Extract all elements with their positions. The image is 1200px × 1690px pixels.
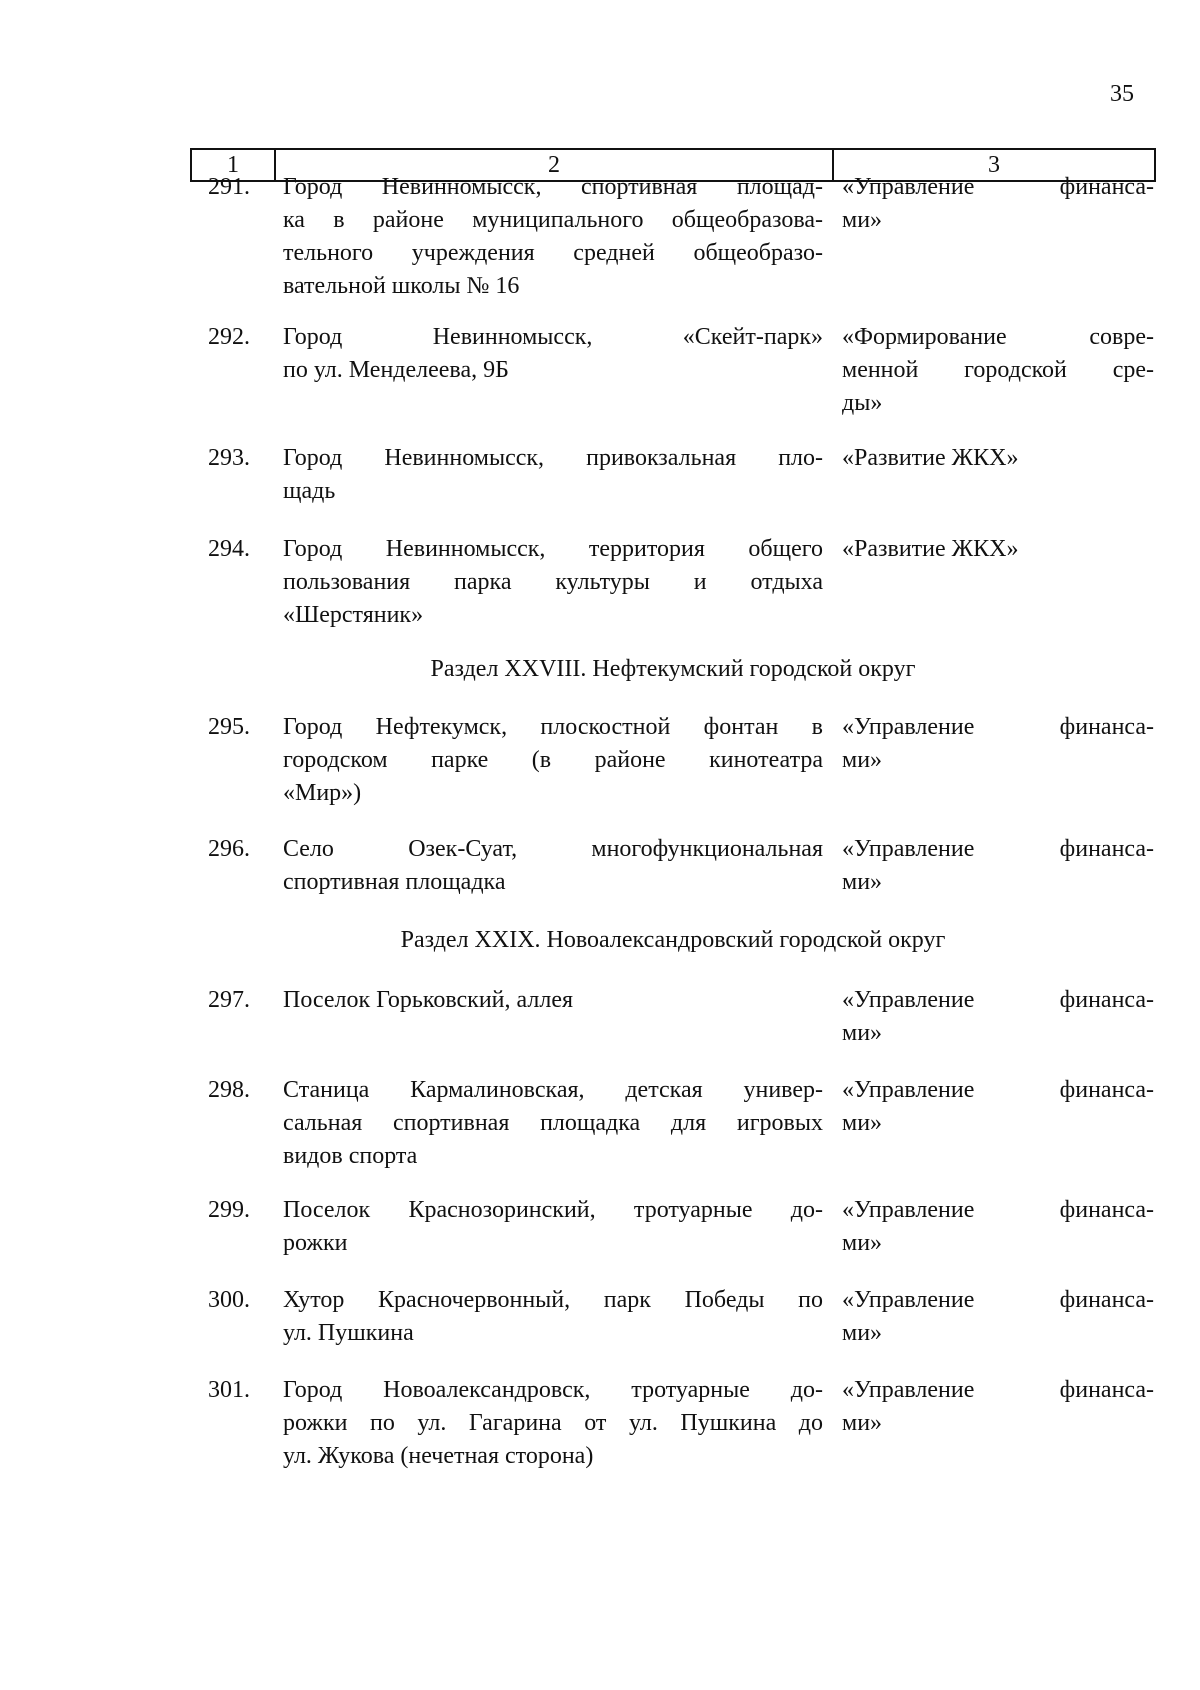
- row-program: [842, 833, 1154, 899]
- row-description: [283, 984, 823, 1017]
- text-line: ка в районе муниципального общеобразова-: [283, 207, 823, 233]
- text-line: спортивная площадка: [283, 869, 506, 895]
- text-line: щадь: [283, 478, 336, 504]
- text-line: ды»: [842, 390, 883, 416]
- text-line: Город Нефтекумск, плоскостной фонтан в: [283, 714, 823, 740]
- text-line: ми»: [842, 1110, 883, 1136]
- row-number: 294.: [208, 536, 250, 562]
- row-number: 297.: [208, 987, 250, 1013]
- text-line: ми»: [842, 1020, 883, 1046]
- row-description: [283, 833, 823, 899]
- text-line: «Управление финанса-: [842, 714, 1154, 740]
- row-description: [283, 1284, 823, 1350]
- text-line: пользования парка культуры и отдыха: [283, 569, 823, 595]
- text-line: вательной школы № 16: [283, 273, 520, 299]
- text-line: видов спорта: [283, 1143, 418, 1169]
- text-line: Село Озек-Суат, многофункциональная: [283, 836, 823, 862]
- text-line: ми»: [842, 747, 883, 773]
- row-description: [283, 321, 823, 387]
- row-number: 296.: [208, 836, 250, 862]
- text-line: Станица Кармалиновская, детская универ-: [283, 1077, 823, 1103]
- header-col-3: 3: [988, 151, 1000, 178]
- row-program: [842, 711, 1154, 777]
- page-number: 35: [1110, 81, 1134, 107]
- row-program: [842, 171, 1154, 237]
- text-line: «Управление финанса-: [842, 1197, 1154, 1223]
- row-number: 293.: [208, 445, 250, 471]
- row-number: 298.: [208, 1077, 250, 1103]
- row-program: [842, 1374, 1154, 1440]
- text-line: рожки по ул. Гагарина от ул. Пушкина до: [283, 1410, 823, 1436]
- text-line: Поселок Горьковский, аллея: [283, 987, 574, 1013]
- row-program: [842, 984, 1154, 1050]
- text-line: «Управление финанса-: [842, 1377, 1154, 1403]
- row-number: 300.: [208, 1287, 250, 1313]
- text-line: ми»: [842, 1320, 883, 1346]
- text-line: по ул. Менделеева, 9Б: [283, 357, 509, 383]
- row-description: [283, 442, 823, 508]
- text-line: ми»: [842, 1230, 883, 1256]
- row-number: 292.: [208, 324, 250, 350]
- text-line: «Управление финанса-: [842, 1077, 1154, 1103]
- text-line: рожки: [283, 1230, 348, 1256]
- text-line: Город Невинномысск, привокзальная пло-: [283, 445, 823, 471]
- text-line: менной городской сре-: [842, 357, 1154, 383]
- section-title: Раздел XXIX. Новоалександровский городской округ: [400, 927, 946, 953]
- text-line: «Управление финанса-: [842, 174, 1154, 200]
- text-line: ул. Пушкина: [283, 1320, 414, 1346]
- row-description: [283, 711, 823, 810]
- header-col-1: 1: [192, 150, 276, 180]
- text-line: Поселок Краснозоринский, тротуарные до-: [283, 1197, 823, 1223]
- text-line: Хутор Красночервонный, парк Победы по: [283, 1287, 823, 1313]
- row-number: 299.: [208, 1197, 250, 1223]
- row-program: [842, 1074, 1154, 1140]
- text-line: Город Невинномысск, «Скейт-парк»: [283, 324, 823, 350]
- row-description: [283, 1374, 823, 1473]
- text-line: тельного учреждения средней общеобразо-: [283, 240, 823, 266]
- row-description: [283, 533, 823, 632]
- row-program: [842, 1194, 1154, 1260]
- row-number: 301.: [208, 1377, 250, 1403]
- text-line: «Развитие ЖКХ»: [842, 445, 1019, 471]
- text-line: Город Невинномысск, территория общего: [283, 536, 823, 562]
- text-line: ми»: [842, 869, 883, 895]
- row-description: [283, 171, 823, 303]
- text-line: Город Новоалександровск, тротуарные до-: [283, 1377, 823, 1403]
- row-program: [842, 321, 1154, 420]
- row-description: [283, 1194, 823, 1260]
- section-title: Раздел XXVIII. Нефтекумский городской округ: [430, 656, 916, 682]
- text-line: «Шерстяник»: [283, 602, 424, 628]
- text-line: ул. Жукова (нечетная сторона): [283, 1443, 594, 1469]
- header-col-2: 2: [276, 150, 834, 180]
- text-line: «Формирование совре-: [842, 324, 1154, 350]
- text-line: Город Невинномысск, спортивная площад-: [283, 174, 823, 200]
- text-line: «Управление финанса-: [842, 836, 1154, 862]
- text-line: ми»: [842, 1410, 883, 1436]
- row-program: [842, 1284, 1154, 1350]
- text-line: «Мир»): [283, 780, 362, 806]
- text-line: «Развитие ЖКХ»: [842, 536, 1019, 562]
- row-program: [842, 442, 1154, 475]
- text-line: городском парке (в районе кинотеатра: [283, 747, 823, 773]
- row-program: [842, 533, 1154, 566]
- text-line: «Управление финанса-: [842, 1287, 1154, 1313]
- text-line: сальная спортивная площадка для игровых: [283, 1110, 823, 1136]
- row-number: 291.: [208, 174, 250, 200]
- text-line: «Управление финанса-: [842, 987, 1154, 1013]
- row-number: 295.: [208, 714, 250, 740]
- text-line: ми»: [842, 207, 883, 233]
- row-description: [283, 1074, 823, 1173]
